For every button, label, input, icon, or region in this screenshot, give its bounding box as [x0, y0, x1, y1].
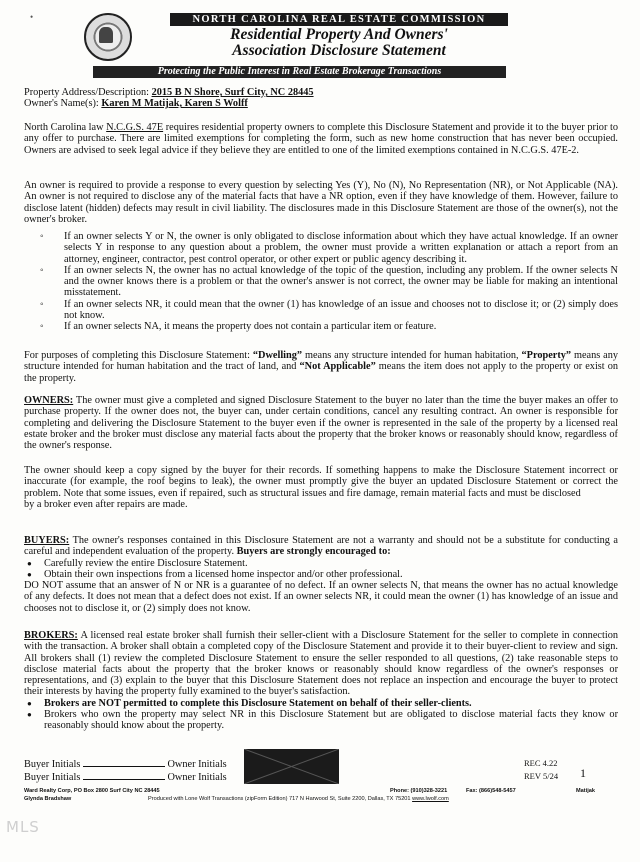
form-title: [170, 27, 508, 59]
response-paragraph: [24, 180, 618, 225]
buyers-section: [24, 535, 618, 614]
definitions-text-c: means any structure intended for human habitation and the tract of land, and: [24, 350, 618, 373]
rec-code: REC 4.22: [524, 758, 558, 768]
redacted-owner-initials: [244, 749, 339, 784]
commission-seal-icon: [84, 13, 132, 61]
response-options-list: [24, 231, 618, 333]
buyers-encouraged: Buyers are strongly encouraged to:: [236, 546, 391, 558]
update-paragraph: [24, 465, 618, 510]
agent-name: Glynda Bradshaw: [24, 796, 72, 802]
term-property: “Property”: [521, 350, 572, 361]
response-text: An owner is required to provide a response to every question by selecting Yes (Y), No (N), No Representation (NR), or Not Applicable (NA). An owner is not required to disclose any of the material facts that have a NR option, even if they have knowledge of them. However, failure to disclose latent (hidden) defects may result in civil liability. The disclosures made in this Disclosure Statement are those of the owner(s), not the owner's broker.: [24, 180, 618, 225]
title-line-1: Residential Property And Owners': [230, 26, 448, 43]
list-item: ◦ If an owner selects NR, it could mean that the owner (1) has knowledge of an issue and chooses not to disclose it; or (2) simply does not know.: [24, 299, 618, 322]
term-dwelling: “Dwelling”: [252, 350, 303, 361]
corner-mark: •: [30, 12, 34, 22]
mls-watermark: MLS: [6, 818, 40, 836]
no-guarantee-text: DO NOT assume that an answer of N or NR is a guarantee of no defect. If an owner selects N, that means the owner has no actual knowledge of any defects. It does not mean that a defect does not exist. If an owner selects NR, it could mean the owner (1) has knowledge of an issue and chooses not to disclose it, or (2) simply does not know.: [24, 580, 618, 614]
owner-initials-label: Owner Initials: [167, 759, 227, 770]
list-item: ● Brokers who own the property may select NR in this Disclosure Statement but are obligated to disclose material facts they know or reasonably should know about the property.: [24, 709, 618, 732]
rev-code: REV 5/24: [524, 771, 559, 781]
fax-number: Fax: (866)548-5457: [466, 788, 516, 794]
buyer-initials-field[interactable]: [83, 757, 165, 767]
owner-names-line: [24, 98, 248, 110]
produced-text: Produced with Lone Wolf Transactions (zipForm Edition) 717 N Harwood St, Suite 2200, Dallas, TX 75201: [148, 796, 411, 802]
redaction-cross-icon: [244, 749, 339, 784]
brokers-section: [24, 630, 618, 732]
list-item: ◦ If an owner selects NA, it means the property does not contain a particular item or feature.: [24, 321, 618, 332]
company-line: Ward Realty Corp, PO Box 2800 Surf City NC 28445: [24, 788, 160, 794]
term-not-applicable: “Not Applicable”: [299, 361, 376, 373]
buyer-initials-label: Buyer Initials: [24, 772, 81, 783]
property-address-line: [24, 87, 314, 99]
phone-number: Phone: (910)328-3221: [390, 788, 448, 794]
list-item: ◦ If an owner selects Y or N, the owner is only obligated to disclose information about which they have actual knowledge. If an owner selects Y in response to any question about a problem, the owner must provide a written explanation or attach a report from an attorney, engineer, contractor, pest control operator, or other expert or public agency describing it.: [24, 231, 618, 265]
owners-heading: OWNERS:: [24, 395, 74, 406]
list-item: ◦ If an owner selects N, the owner has no actual knowledge of the topic of the question, including any problem. If the owner selects N and the owner knows there is a problem or that the owner's answer is not correct, the owner may be liable for making an intentional misstatement.: [24, 265, 618, 299]
list-item: ● Obtain their own inspections from a licensed home inspector and/or other professional.: [24, 569, 618, 580]
owner-names-value: Karen M Matijak, Karen S Wolff: [101, 98, 248, 109]
property-address-label: Property Address/Description:: [24, 87, 149, 98]
brokers-text: A licensed real estate broker shall furnish their seller-client with a Disclosure Statement for the seller to complete in connection with the transaction. A broker shall obtain a completed copy of the Disclosure Statement and provide it to their buyer-client to review and sign. All brokers shall (1) review the completed Disclosure Statement to ensure the seller responded to all questions, (2) take reasonable steps to disclose material facts about the property that the broker knows or reasonably should know regardless of the owner's responses or representations, and (3) explain to the buyer that this Disclosure Statement does not replace an inspection and encourage the buyer to protect their interests by having the property fully examined to the buyer's satisfaction.: [24, 630, 618, 698]
list-item: ● Carefully review the entire Disclosure Statement.: [24, 558, 618, 569]
brokers-heading: BROKERS:: [24, 630, 78, 641]
brokers-rule: Brokers are NOT permitted to complete this Disclosure Statement on behalf of their seller-clients.: [44, 697, 472, 709]
intro-text-a: North Carolina law: [24, 122, 104, 133]
buyer-initials-field[interactable]: [83, 770, 165, 780]
tagline-bar: Protecting the Public Interest in Real Estate Brokerage Transactions: [93, 66, 506, 78]
definitions-text-d: means the item does not apply to the property or exist on the property.: [24, 361, 618, 384]
buyers-text: The owner's responses contained in this Disclosure Statement are not a warranty and should not be a substitute for conducting a careful and independent evaluation of the property.: [24, 535, 618, 558]
owners-section: [24, 395, 618, 451]
update-text: The owner should keep a copy signed by the buyer for their records. If something happens to make the Disclosure Statement incorrect or inaccurate (for example, the roof begins to leak), the owner must promptly give the buyer an updated Disclosure Statement or correct the problem. Note that some issues, even if repaired, such as structural issues and fire damage, remain material facts and must be disclosed: [24, 465, 618, 499]
property-address-value: 2015 B N Shore, Surf City, NC 28445: [151, 87, 314, 98]
definitions-text-b: means any structure intended for human habitation,: [302, 350, 522, 361]
produced-by-line: [148, 796, 449, 803]
statute-link: N.C.G.S. 47E: [106, 122, 164, 133]
page-number: 1: [580, 766, 586, 780]
owners-text: The owner must give a completed and signed Disclosure Statement to the buyer no later than the time the buyer makes an offer to purchase property. If the owner does not, the buyer can, under certain conditions, cancel any resulting contract. An owner is responsible for completing and delivering the Disclosure Statement to the buyer even if the owner is represented in the sale of the property by a licensed real estate broker and the broker must disclose any material facts about the property that the broker knows or reasonably should know, regardless of the owner's response.: [24, 395, 618, 452]
buyer-initials-label: Buyer Initials: [24, 759, 81, 770]
intro-text-b: requires residential property owners to complete this Disclosure Statement and provide it to the buyer prior to any offer to purchase. There are limited exemptions for completing the form, such as new home construction that has never been occupied. Owners are advised to seek legal advice if they believe they are entitled to one of the limited exemptions contained in N.C.G.S. 47E-2.: [24, 122, 618, 156]
commission-banner: NORTH CAROLINA REAL ESTATE COMMISSION: [170, 13, 508, 26]
owner-initials-label: Owner Initials: [167, 772, 227, 783]
intro-paragraph: [24, 122, 618, 156]
owner-names-label: Owner's Name(s):: [24, 98, 99, 109]
list-item: [24, 698, 618, 709]
title-line-2: Association Disclosure Statement: [232, 42, 446, 59]
buyer-initials-row-2: [24, 770, 227, 783]
website-link[interactable]: www.lwolf.com: [412, 796, 449, 802]
buyers-heading: BUYERS:: [24, 535, 70, 546]
buyer-initials-row-1: [24, 757, 229, 770]
definitions-paragraph: [24, 350, 618, 384]
definitions-intro: For purposes of completing this Disclosure Statement:: [24, 350, 253, 361]
update-text-tail: by a broker even after repairs are made.: [24, 498, 188, 510]
file-name: Matijak: [576, 788, 595, 794]
